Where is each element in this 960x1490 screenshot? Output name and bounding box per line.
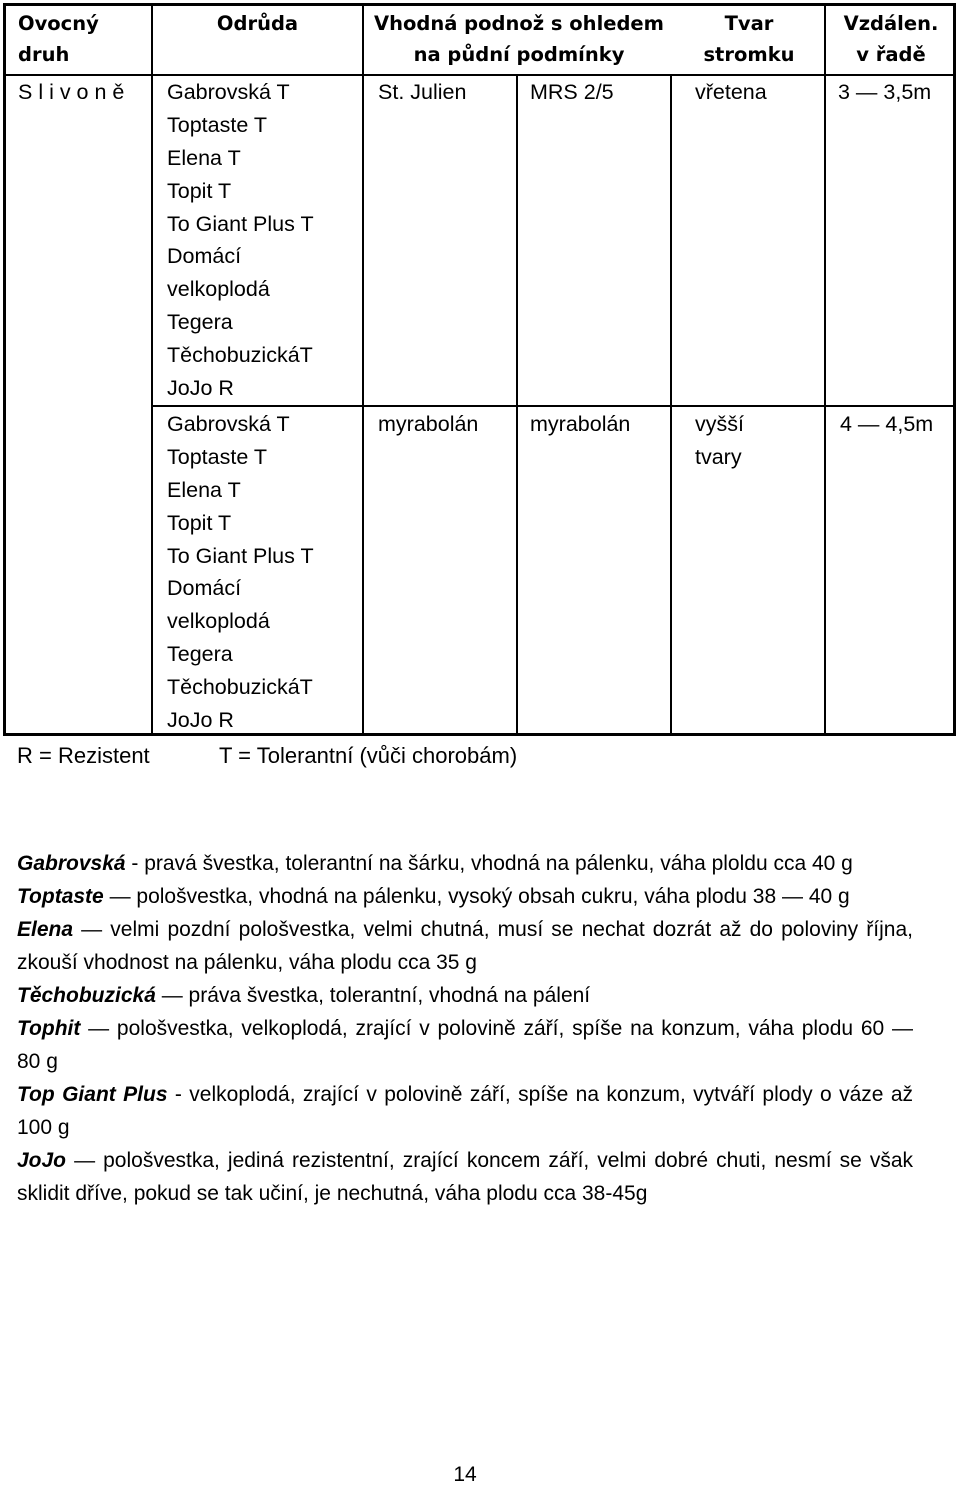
variety-item: Tegera <box>167 642 233 667</box>
note-text: — pološvestka, velkoplodá, zrající v polovině září, spíše na konzum, váha plodu 60 — 80 g <box>17 1017 913 1073</box>
note-paragraph <box>17 913 913 979</box>
note-variety-name: Toptaste <box>17 885 104 908</box>
table-column-divider <box>824 6 826 733</box>
table-column-divider <box>362 6 364 733</box>
variety-item: Domácí <box>167 244 242 269</box>
header-distance-line: Vzdálen. <box>843 12 939 35</box>
note-paragraph <box>17 847 913 880</box>
header-rootstock-line: Vhodná podnož s ohledem <box>374 12 664 35</box>
header-rootstock <box>364 8 674 70</box>
note-text: - velkoplodá, zrající v polovině září, spíše na konzum, vytváří plody o váze až 100 g <box>17 1083 914 1139</box>
tree-shape-line: vřetena <box>695 80 767 104</box>
header-shape <box>674 8 824 70</box>
variety-list <box>167 408 314 737</box>
variety-notes <box>17 847 913 1210</box>
note-variety-name: JoJo <box>17 1149 67 1172</box>
header-distance-line: v řadě <box>856 43 926 66</box>
legend-resistant: R = Rezistent <box>17 743 150 768</box>
note-paragraph <box>17 1144 913 1210</box>
variety-item: TěchobuzickáT <box>167 675 313 700</box>
table-row-divider <box>151 405 953 407</box>
variety-item: velkoplodá <box>167 277 270 302</box>
variety-item: Gabrovská T <box>167 80 290 104</box>
header-variety <box>153 8 362 39</box>
row-distance: 4 — 4,5m <box>840 412 934 436</box>
variety-item: Elena T <box>167 145 241 170</box>
header-distance <box>826 8 956 70</box>
note-text: - pravá švestka, tolerantní na šárku, vhodná na pálenku, váha ploldu cca 40 g <box>125 852 853 875</box>
note-text: — pološvestka, jediná rezistentní, zrající koncem září, velmi dobré chuti, nesmí se však sklidit dříve, pokud se tak učiní, je nechutná, váha plodu cca 38-45g <box>17 1149 913 1205</box>
tree-shape <box>695 408 744 474</box>
tree-shape-line: vyšší <box>695 412 744 436</box>
header-species-line: druh <box>18 43 70 66</box>
rootstock-primary: myrabolán <box>378 412 479 436</box>
note-variety-name: Tophit <box>17 1017 81 1040</box>
header-shape-line: stromku <box>703 43 795 66</box>
header-species-line: Ovocný <box>18 12 99 35</box>
variety-item: JoJo R <box>167 708 234 733</box>
note-text: — pološvestka, vhodná na pálenku, vysoký obsah cukru, váha plodu 38 — 40 g <box>103 885 850 908</box>
note-variety-name: Elena <box>17 918 74 941</box>
legend-tolerant: T = Tolerantní (vůči chorobám) <box>219 743 518 768</box>
table-column-divider <box>151 6 153 733</box>
note-paragraph <box>17 1078 913 1144</box>
species-name: S l i v o n ě <box>18 80 125 104</box>
header-rootstock-line: na půdní podmínky <box>413 43 625 66</box>
header-variety-line: Odrůda <box>216 12 299 35</box>
table-header-divider <box>6 74 953 76</box>
note-variety-name: Gabrovská <box>17 852 126 875</box>
variety-item: Tegera <box>167 310 233 335</box>
variety-item: To Giant Plus T <box>167 543 314 568</box>
tree-shape-line: tvary <box>695 444 742 469</box>
variety-item: Toptaste T <box>167 112 267 137</box>
varieties-table <box>3 3 956 736</box>
note-paragraph <box>17 880 913 913</box>
variety-item: JoJo R <box>167 376 234 401</box>
variety-item: velkoplodá <box>167 609 270 634</box>
variety-item: Gabrovská T <box>167 412 290 436</box>
note-text: — práva švestka, tolerantní, vhodná na pálení <box>155 984 591 1007</box>
page-number: 14 <box>453 1463 477 1486</box>
header-species <box>6 8 151 70</box>
rootstock-secondary: MRS 2/5 <box>530 80 614 104</box>
note-variety-name: Těchobuzická <box>17 984 156 1007</box>
rootstock-secondary: myrabolán <box>530 412 631 436</box>
tree-shape <box>695 76 767 109</box>
variety-item: Domácí <box>167 576 242 601</box>
variety-item: Toptaste T <box>167 444 267 469</box>
note-paragraph <box>17 1012 913 1078</box>
header-shape-line: Tvar <box>724 12 774 35</box>
variety-item: Topit T <box>167 178 232 203</box>
variety-list <box>167 76 314 405</box>
rootstock-primary: St. Julien <box>378 80 467 104</box>
variety-item: TěchobuzickáT <box>167 343 313 368</box>
note-paragraph <box>17 979 913 1012</box>
note-variety-name: Top Giant Plus <box>17 1083 168 1106</box>
variety-item: To Giant Plus T <box>167 211 314 236</box>
variety-item: Topit T <box>167 510 232 535</box>
note-text: — velmi pozdní pološvestka, velmi chutná, musí se nechat dozrát až do poloviny října, zkouší vhodnost na pálenku, váha plodu cca 35 g <box>17 918 913 974</box>
variety-item: Elena T <box>167 477 241 502</box>
row-distance: 3 — 3,5m <box>838 80 932 104</box>
